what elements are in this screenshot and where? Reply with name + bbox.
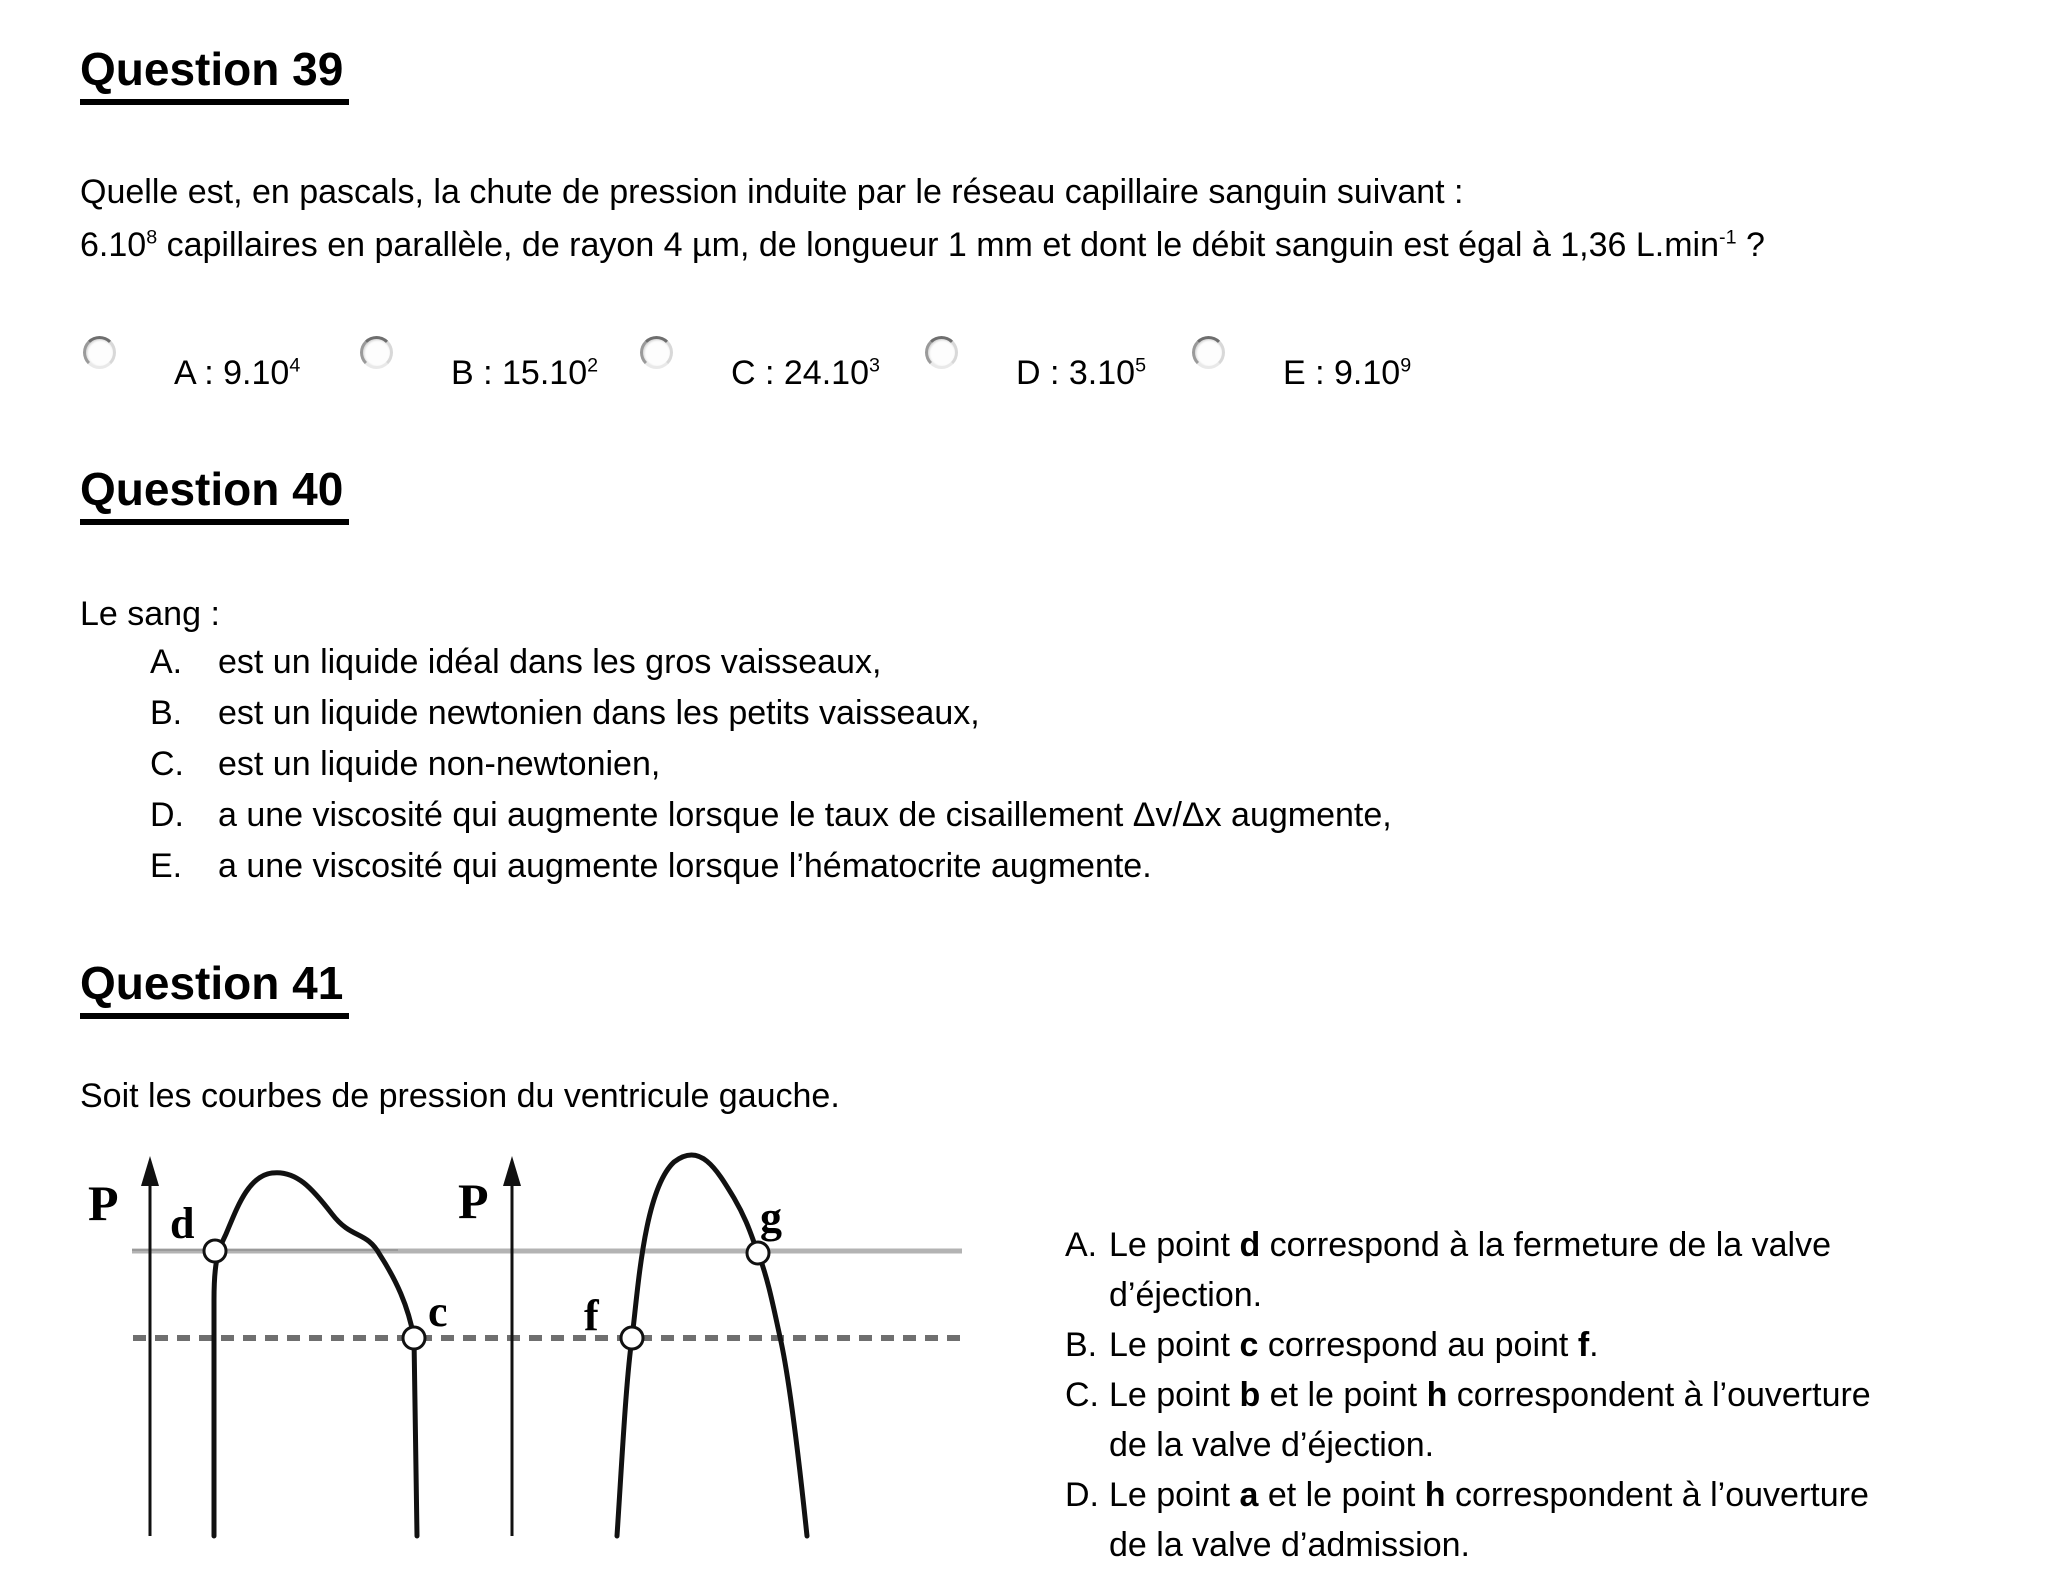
axis-2-arrowhead-icon (503, 1156, 521, 1186)
item-letter (1065, 1420, 1109, 1470)
list-item-continuation-clipped (1065, 1520, 2045, 1570)
q39-option-d (925, 334, 1146, 393)
item-text: est un liquide newtonien dans les petits vaisseaux, (218, 694, 980, 732)
q39-option-c (640, 334, 880, 393)
item-text: est un liquide non-newtonien, (218, 745, 661, 783)
item-text: Le point b et le point h correspondent à l’ouverture (1109, 1376, 1871, 1414)
item-text: de la valve d’admission. (1109, 1526, 1470, 1564)
list-item (150, 688, 1392, 739)
question-40-options (150, 637, 1392, 892)
item-letter: A. (150, 643, 183, 681)
question-39-text-line2: 6.10$^8$ capillaires en parallèle, de rayon 4 µm, de longueur 1 mm et dont le débit sanguin est égal à 1,36 $L.\min^{-1}$ ? (80, 226, 1765, 264)
list-item-continuation (1065, 1420, 2045, 1470)
question-40-intro: Le sang : (80, 595, 220, 633)
pressure-curves-figure (0, 1150, 1042, 1536)
question-41-title: Question 41 (80, 956, 349, 1019)
q39-option-d-label: D : 3.10$^5$ (1016, 354, 1147, 392)
list-item (1065, 1470, 2045, 1520)
q39-option-c-label: C : 24.10$^3$ (731, 354, 880, 392)
q39-option-b-radio[interactable] (360, 336, 393, 369)
pressure-curve-1 (214, 1173, 417, 1536)
point-label-c: c (428, 1287, 448, 1336)
list-item (1065, 1220, 2045, 1270)
item-letter: A. (1065, 1226, 1098, 1264)
question-41-options (1065, 1220, 2045, 1570)
item-letter: D. (150, 796, 184, 834)
axis-1-label: P (88, 1175, 119, 1231)
q39-option-b-label: B : 15.10$^2$ (451, 354, 599, 392)
point-marker-d (204, 1240, 226, 1262)
question-39-title: Question 39 (80, 42, 349, 105)
item-text: est un liquide idéal dans les gros vaisseaux, (218, 643, 882, 681)
q39-option-a-radio[interactable] (83, 336, 116, 369)
list-item (150, 637, 1392, 688)
axis-2-label: P (458, 1173, 489, 1229)
item-letter: D. (1065, 1476, 1099, 1514)
item-text: Le point d correspond à la fermeture de la valve (1109, 1226, 1831, 1264)
q39-option-e-radio[interactable] (1192, 336, 1225, 369)
list-item (1065, 1370, 2045, 1420)
question-39-text (80, 166, 2030, 272)
item-text: Le point c correspond au point f. (1109, 1326, 1599, 1364)
question-40-title: Question 40 (80, 462, 349, 525)
point-label-d: d (170, 1199, 195, 1248)
item-text: de la valve d’éjection. (1109, 1426, 1435, 1464)
axis-1-arrowhead-icon (141, 1156, 159, 1186)
list-item (150, 841, 1392, 892)
q39-option-e-label: E : 9.10$^9$ (1283, 354, 1412, 392)
list-item (150, 790, 1392, 841)
question-39-text-line1: Quelle est, en pascals, la chute de pression induite par le réseau capillaire sanguin suivant : (80, 173, 1464, 211)
q39-option-b (360, 334, 598, 393)
item-text: a une viscosité qui augmente lorsque le taux de cisaillement Δv/Δx augmente, (218, 796, 1392, 834)
q39-option-c-radio[interactable] (640, 336, 673, 369)
list-item (1065, 1320, 2045, 1370)
q39-option-d-radio[interactable] (925, 336, 958, 369)
point-marker-f (621, 1327, 643, 1349)
point-marker-c (403, 1327, 425, 1349)
point-marker-g (747, 1242, 769, 1264)
item-letter: B. (150, 694, 183, 732)
item-letter (1065, 1520, 1109, 1570)
list-item-continuation (1065, 1270, 2045, 1320)
point-label-g: g (760, 1193, 782, 1242)
q39-option-a (83, 334, 300, 393)
point-label-f: f (584, 1291, 599, 1340)
item-text: a une viscosité qui augmente lorsque l’hématocrite augmente. (218, 847, 1152, 885)
item-letter: C. (1065, 1376, 1099, 1414)
item-text: d’éjection. (1109, 1276, 1263, 1314)
item-text: Le point a et le point h correspondent à l’ouverture (1109, 1476, 1869, 1514)
question-41-intro: Soit les courbes de pression du ventricule gauche. (80, 1077, 840, 1115)
item-letter (1065, 1270, 1109, 1320)
q39-option-a-label: A : 9.10$^4$ (174, 354, 301, 392)
q39-option-e (1192, 334, 1411, 393)
list-item (150, 739, 1392, 790)
item-letter: B. (1065, 1326, 1098, 1364)
item-letter: C. (150, 745, 184, 783)
item-letter: E. (150, 847, 183, 885)
